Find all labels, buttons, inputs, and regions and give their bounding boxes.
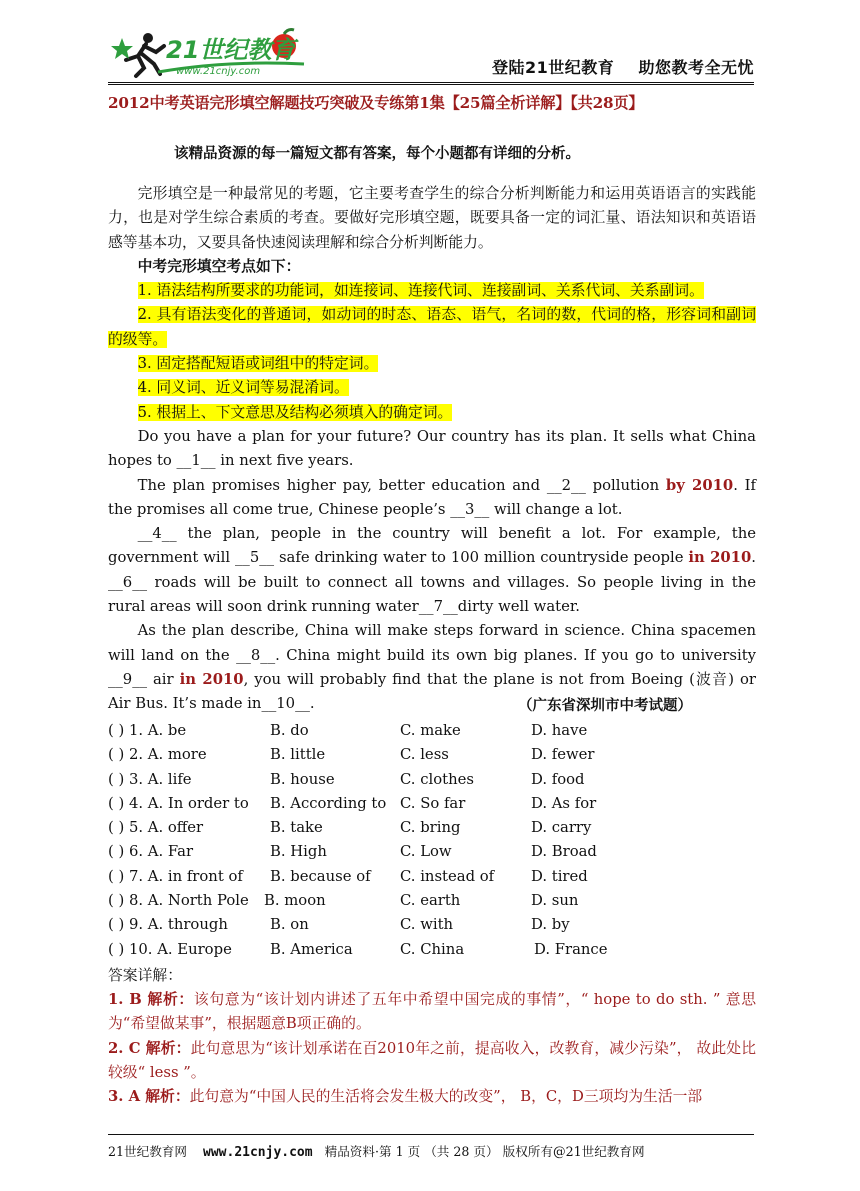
blank-1[interactable]: __1__ [176,452,216,470]
option-c[interactable]: C. Low [400,843,452,861]
passage-paragraph: Do you have a plan for your future? Our country has its plan. It sells what China hopes to __1__ in next five years. [108,427,756,470]
footer-url[interactable]: www.21cnjy.com [203,1145,313,1160]
blank-6[interactable]: __6__ [108,573,148,591]
option-row [108,865,756,889]
option-a[interactable]: ( ) 1. A. be [108,722,187,739]
option-row [108,768,756,792]
option-a[interactable]: ( ) 5. A. offer [108,819,204,837]
option-row [108,913,756,937]
option-a[interactable]: ( ) 10. A. Europe [108,940,232,958]
option-a[interactable]: ( ) 2. A. more [108,746,207,764]
answers-heading: 答案详解： [108,967,182,984]
option-a[interactable]: ( ) 6. A. Far [108,843,194,861]
footer-site: 21世纪教育网 [108,1144,187,1159]
option-b[interactable]: B. little [270,746,326,764]
option-d[interactable]: D. fewer [531,746,595,764]
option-d[interactable]: D. As for [531,794,597,812]
logo-text: 21世纪教育 [166,36,296,64]
option-row [108,889,756,913]
point-item: 5. 根据上、下文意思及结构必须填入的确定词。 [137,403,453,421]
option-row [108,840,756,864]
option-row [108,816,756,840]
option-c[interactable]: C. earth [400,892,461,910]
option-a[interactable]: ( ) 4. A. In order to [108,794,249,812]
document-body [108,182,756,717]
option-d[interactable]: D. by [531,916,570,934]
option-b[interactable]: B. High [270,843,327,861]
options-list [108,719,756,962]
answer-item: 3. A 解析：此句意为“中国人民的生活将会发生极大的改变”， B，C，D三项均为生活一部 [108,1088,703,1106]
answers-section [108,988,756,1109]
option-b[interactable]: B. do [270,722,309,739]
intro-note: 该精品资源的每一篇短文都有答案，每个小题都有详细的分析。 [174,146,580,162]
footer-rule [108,1134,754,1135]
header-rule [108,82,754,83]
option-a[interactable]: ( ) 8. A. North Pole [108,892,249,910]
option-b[interactable]: B. house [270,770,335,788]
option-row [108,743,756,767]
option-d[interactable]: D. carry [531,819,592,837]
site-logo[interactable] [108,24,308,80]
point-item: 1. 语法结构所要求的功能词，如连接词、连接代词、连接副词、关系代词、关系副词。 [137,282,704,300]
option-b[interactable]: B. America [270,940,353,958]
option-a[interactable]: ( ) 7. A. in front of [108,867,243,885]
option-d[interactable]: D. food [531,770,585,788]
logo-url: www.21cnjy.com [176,66,261,77]
option-b[interactable]: B. moon [264,892,326,910]
page-header [108,24,754,82]
blank-5[interactable]: __5__ [235,549,275,567]
point-item: 2. 具有语法变化的普通词，如动词的时态、语态、语气，名词的数，代词的格，形容词和副词的级等。 [108,306,756,348]
option-row [108,938,756,962]
points-heading: 中考完形填空考点如下： [137,257,301,275]
passage-paragraph: __4__ the plan, people in the country will benefit a lot. For example, the government will __5__ safe drinking water to 100 million countryside people in 2010. __6__ roads will be built to connect all towns and villages. So people living in the rural areas will soon drink running water__7__dirty well water. [108,525,756,616]
option-c[interactable]: C. bring [400,819,461,837]
option-row [108,719,756,743]
option-c[interactable]: C. clothes [400,770,474,788]
source-note: （广东省深圳市中考试题） [518,697,692,714]
page-footer [108,1141,645,1160]
option-c[interactable]: C. with [400,916,454,934]
option-c[interactable]: C. instead of [400,867,495,885]
option-b[interactable]: B. According to [270,794,387,812]
option-a[interactable]: ( ) 9. A. through [108,916,228,934]
blank-9[interactable]: __9__ [108,670,148,688]
blank-3[interactable]: __3__ [450,500,490,518]
option-c[interactable]: C. make [400,722,461,739]
option-a[interactable]: ( ) 3. A. life [108,770,192,788]
blank-4[interactable]: __4__ [137,525,177,543]
option-d[interactable]: D. France [534,940,608,958]
intro-paragraph: 完形填空是一种最常见的考题，它主要考查学生的综合分析判断能力和运用英语语言的实践能力，也是对学生综合素质的考查。要做好完形填空题，既要具备一定的词汇量、语法知识和英语语感等基本功，又要具备快速阅读理解和综合分析判断能力。 [108,185,756,251]
point-item: 3. 固定搭配短语或词组中的特定词。 [137,355,379,373]
option-c[interactable]: C. less [400,746,449,764]
option-row [108,792,756,816]
option-d[interactable]: D. sun [531,892,579,910]
header-slogan: 登陆21世纪教育 助您教考全无忧 [491,58,754,77]
runner-logo-icon [108,24,308,80]
point-item: 4. 同义词、近义词等易混淆词。 [137,379,349,397]
passage-paragraph: The plan promises higher pay, better education and __2__ pollution by 2010. If the promises all come true, Chinese people’s __3__ will change a lot. [108,476,757,518]
option-d[interactable]: D. have [531,722,588,739]
option-b[interactable]: B. because of [270,867,371,885]
blank-10[interactable]: __10__ [261,695,310,713]
passage-paragraph: As the plan describe, China will make steps forward in science. China spacemen will land on the __8__. China might build its own big planes. If you go to university __9__ air in 2010, you will probably find that the plane is not from Boeing (波音) or Air Bus. It’s made in__10__. [108,622,756,713]
option-c[interactable]: C. China [400,940,465,958]
footer-page-info: 精品资料·第 1 页 （共 28 页） 版权所有@21世纪教育网 [324,1144,645,1159]
answer-item: 1. B 解析：该句意为“该计划内讲述了五年中希望中国完成的事情”，“ hope to do sth. ” 意思为“希望做某事”，根据题意B项正确的。 [108,991,756,1033]
blank-2[interactable]: __2__ [546,476,586,494]
option-d[interactable]: D. Broad [531,843,597,861]
blank-8[interactable]: __8__ [236,646,276,664]
header-rule-thin [108,84,754,85]
option-c[interactable]: C. So far [400,794,466,812]
answer-item: 2. C 解析：此句意思为“该计划承诺在百2010年之前，提高收入，改教育，减少污染”， 故此处比较级“ less ”。 [108,1039,756,1081]
blank-7[interactable]: __7__ [418,598,458,616]
document-title: 2012中考英语完形填空解题技巧突破及专练第1集【25篇全析详解】【共28页】 [108,94,644,112]
option-d[interactable]: D. tired [531,867,588,885]
option-b[interactable]: B. on [270,916,309,934]
option-b[interactable]: B. take [270,819,323,837]
